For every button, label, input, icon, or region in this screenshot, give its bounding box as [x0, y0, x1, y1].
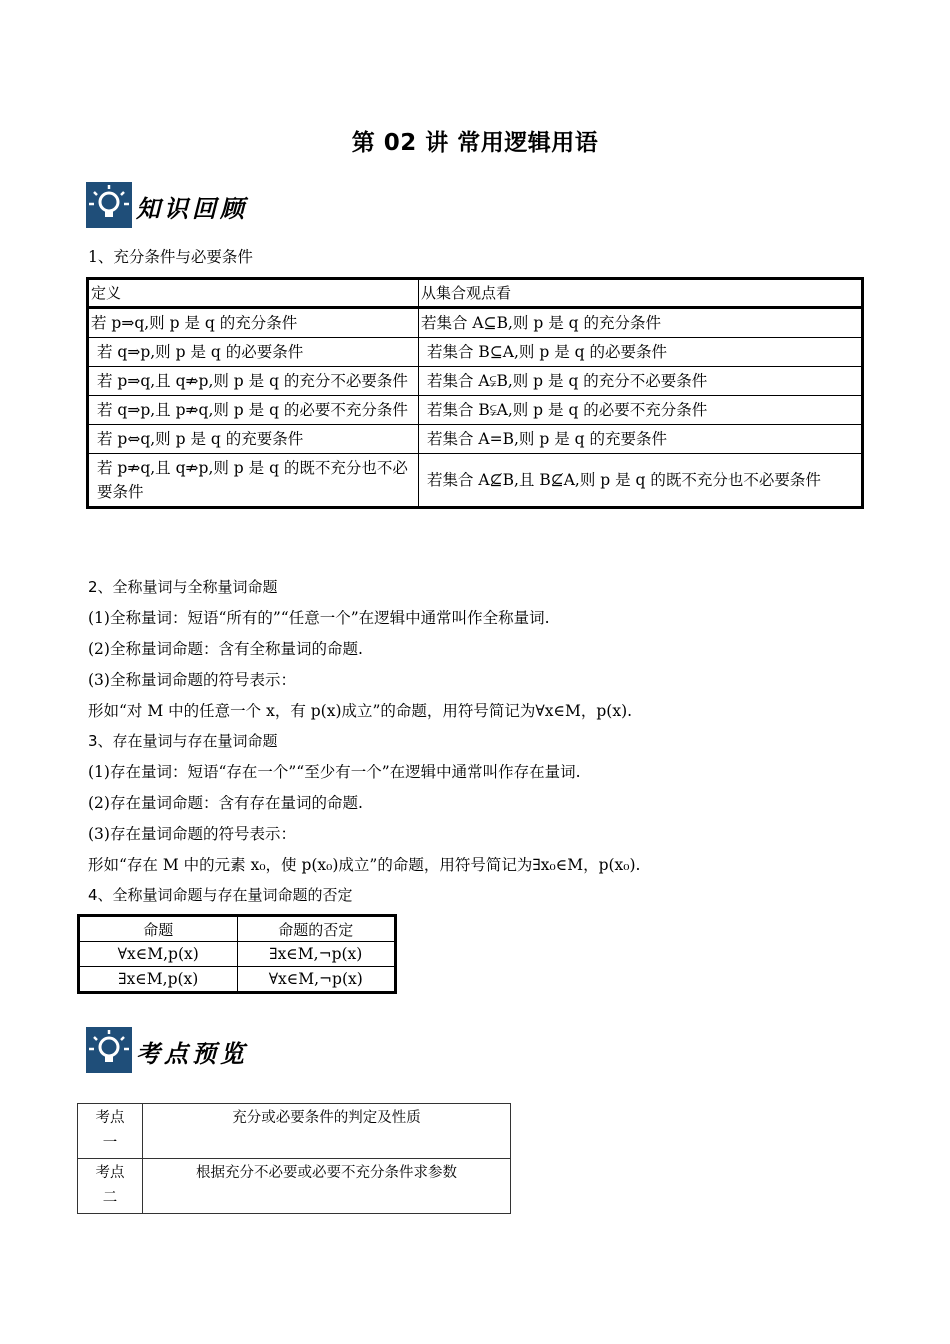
heading-universal: 2、全称量词与全称量词命题 — [88, 578, 278, 596]
cell-negation: ∀x∈M,¬p(x) — [237, 967, 396, 993]
topic-key-line2: 一 — [102, 1135, 118, 1151]
conditions-table — [86, 277, 864, 509]
table-row — [88, 425, 863, 454]
topic-key-line2: 二 — [102, 1190, 118, 1206]
existential-line-1: (1)存在量词：短语“存在一个”“至少有一个”在逻辑中通常叫作存在量词. — [88, 763, 581, 781]
existential-line-3: (3)存在量词命题的符号表示： — [88, 825, 296, 843]
cell-definition: 若 p⇔q,则 p 是 q 的充要条件 — [88, 425, 419, 454]
topic-key — [78, 1104, 143, 1159]
cell-definition: 若 p⇒q,则 p 是 q 的充分条件 — [88, 308, 419, 338]
universal-line-4: 形如“对 M 中的任意一个 x，有 p(x)成立”的命题，用符号简记为∀x∈M，p(x). — [88, 702, 633, 720]
topic-key-line1: 考点 — [95, 1110, 125, 1126]
cell-set-view: 若集合 B⫋A,则 p 是 q 的必要不充分条件 — [419, 396, 863, 425]
topic-key — [78, 1159, 143, 1214]
cell-proposition: ∃x∈M,p(x) — [79, 967, 238, 993]
page-title: 第 02 讲 常用逻辑用语 — [351, 130, 599, 156]
universal-line-3: (3)全称量词命题的符号表示： — [88, 671, 296, 689]
topics-table — [77, 1103, 511, 1214]
cell-definition: 若 q⇒p,且 p⇏q,则 p 是 q 的必要不充分条件 — [88, 396, 419, 425]
cell-set-view: 若集合 A⊆B,则 p 是 q 的充分条件 — [419, 308, 863, 338]
universal-line-2: (2)全称量词命题：含有全称量词的命题. — [88, 640, 363, 658]
cell-definition: 若 q⇒p,则 p 是 q 的必要条件 — [88, 338, 419, 367]
existential-line-2: (2)存在量词命题：含有存在量词的命题. — [88, 794, 363, 812]
topic-value: 充分或必要条件的判定及性质 — [143, 1104, 511, 1159]
section-header-preview — [86, 1027, 248, 1073]
table-row — [88, 367, 863, 396]
universal-line-1: (1)全称量词：短语“所有的”“任意一个”在逻辑中通常叫作全称量词. — [88, 609, 550, 627]
cell-set-view: 若集合 A⊈B,且 B⊈A,则 p 是 q 的既不充分也不必要条件 — [419, 454, 863, 508]
negation-table — [77, 914, 397, 994]
cell-proposition: ∀x∈M,p(x) — [79, 942, 238, 967]
section-label-review: 知识回顾 — [136, 194, 248, 223]
header-set-view: 从集合观点看 — [419, 279, 863, 308]
section-header-review — [86, 182, 248, 228]
table-row — [79, 942, 396, 967]
lightbulb-icon — [86, 1027, 132, 1073]
header-definition: 定义 — [88, 279, 419, 308]
cell-set-view: 若集合 B⊆A,则 p 是 q 的必要条件 — [419, 338, 863, 367]
cell-set-view: 若集合 A⫋B,则 p 是 q 的充分不必要条件 — [419, 367, 863, 396]
lightbulb-icon — [86, 182, 132, 228]
table-row — [78, 1104, 511, 1159]
table-header-row — [79, 916, 396, 942]
table-row — [79, 967, 396, 993]
table-header-row — [88, 279, 863, 308]
table-row — [88, 338, 863, 367]
table-row — [78, 1159, 511, 1214]
table-row — [88, 454, 863, 508]
heading-negation: 4、全称量词命题与存在量词命题的否定 — [88, 886, 353, 904]
cell-definition: 若 p⇒q,且 q⇏p,则 p 是 q 的充分不必要条件 — [88, 367, 419, 396]
section-label-preview: 考点预览 — [136, 1039, 248, 1068]
cell-definition: 若 p⇏q,且 q⇏p,则 p 是 q 的既不充分也不必要条件 — [88, 454, 419, 508]
table-row — [88, 308, 863, 338]
cell-negation: ∃x∈M,¬p(x) — [237, 942, 396, 967]
header-negation: 命题的否定 — [237, 916, 396, 942]
table-row — [88, 396, 863, 425]
topic-value: 根据充分不必要或必要不充分条件求参数 — [143, 1159, 511, 1214]
heading-sufficient-necessary: 1、充分条件与必要条件 — [88, 248, 253, 266]
existential-line-4: 形如“存在 M 中的元素 x₀，使 p(x₀)成立”的命题，用符号简记为∃x₀∈M，p(x₀). — [88, 856, 641, 874]
header-proposition: 命题 — [79, 916, 238, 942]
heading-existential: 3、存在量词与存在量词命题 — [88, 732, 278, 750]
cell-set-view: 若集合 A=B,则 p 是 q 的充要条件 — [419, 425, 863, 454]
topic-key-line1: 考点 — [95, 1165, 125, 1181]
